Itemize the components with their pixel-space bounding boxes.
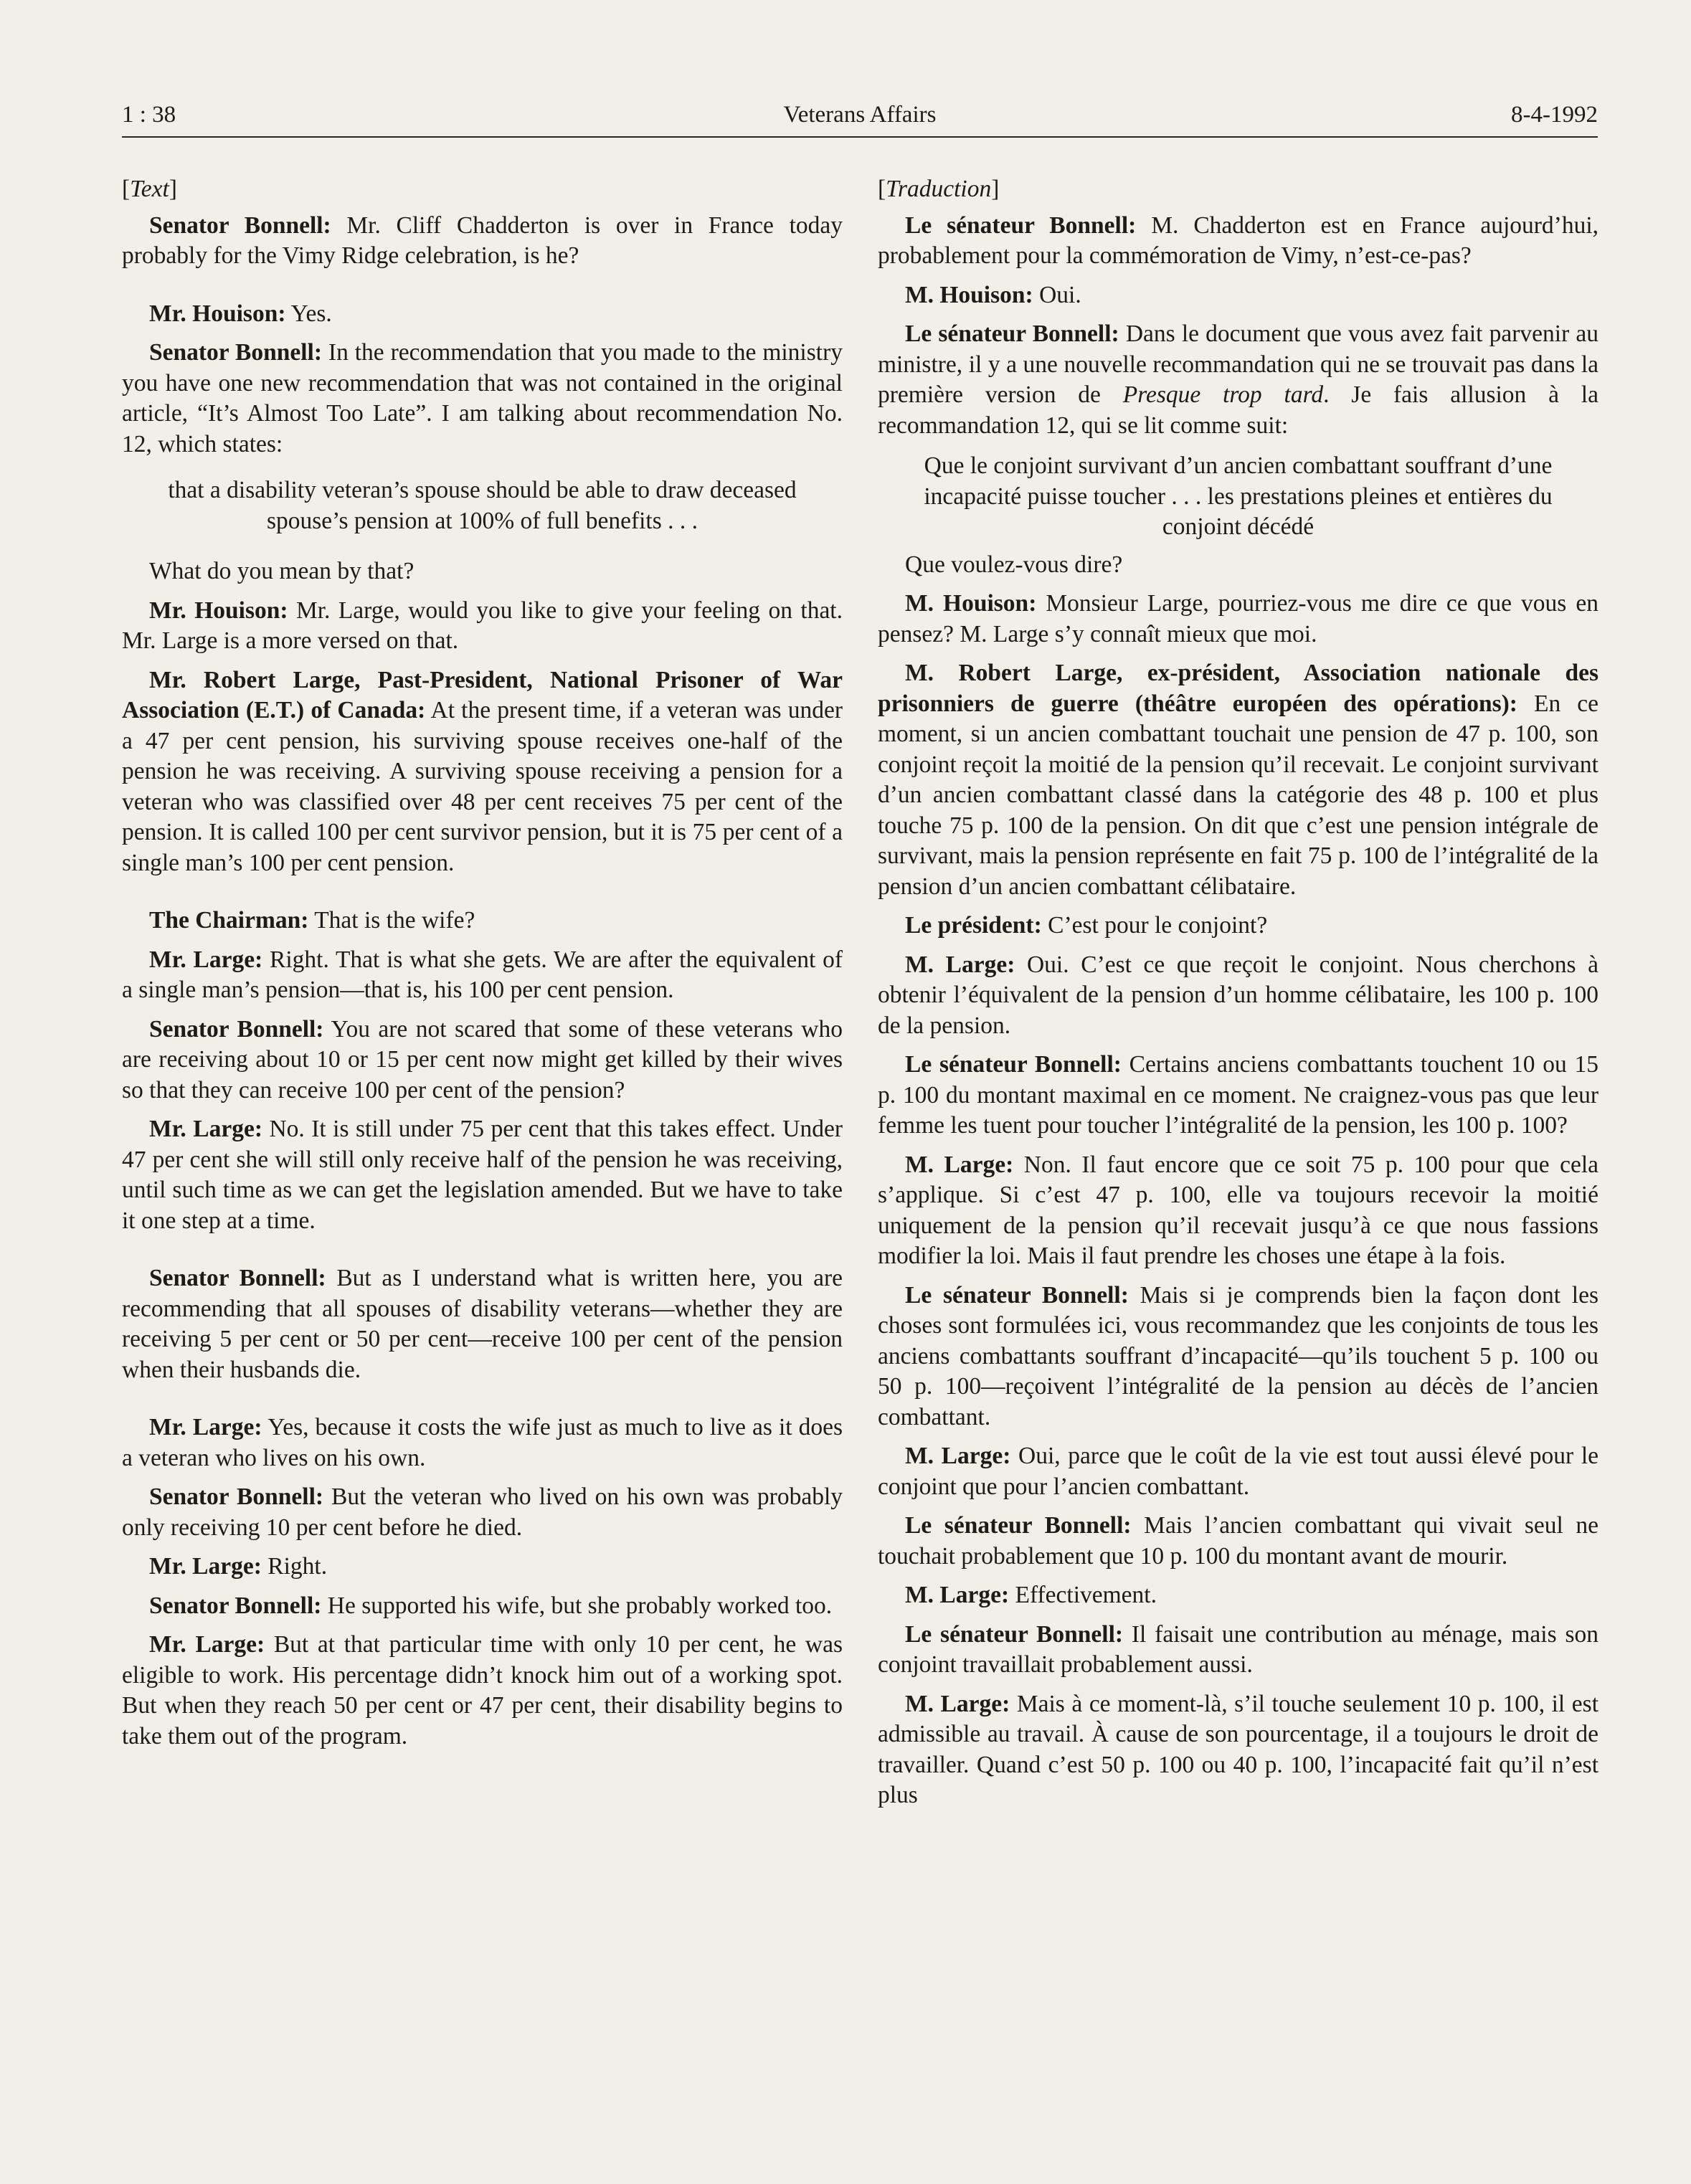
speaker-name: Le sénateur Bonnell: [905,1051,1122,1078]
speaker-name: Mr. Houison: [149,300,286,327]
transcript-paragraph: Senator Bonnell: Mr. Cliff Chadderton is over in France today probably for the Vimy Ridge celebration, is he? [122,212,843,269]
transcript-paragraph: M. Large: Mais à ce moment-là, s’il touche seulement 10 p. 100, il est admissible au travail. À cause de son pourcentage, il a toujours le droit de travailler. Quand c’est 50 p. 100 ou 40 p. 100, l’incapacité fait qu’il n’est plus [878,1690,1599,1808]
running-title: Veterans Affairs [783,102,937,128]
speaker-name: M. Large: [905,951,1015,978]
transcript-paragraph: Mr. Large: No. It is still under 75 per cent that this takes effect. Under 47 per cent she will still only receive half of the pension he was receiving, until such time as we can get the legislation amended. But we have to take it one step at a time. [122,1116,843,1234]
speaker-name: Le sénateur Bonnell: [905,212,1137,239]
transcript-paragraph: Mr. Robert Large, Past-President, National Prisoner of War Association (E.T.) of Canada: At the present time, if a veteran was under a 47 per cent pension, his surviving spouse receives one-half of the pension he was receiving. A surviving spouse receiving a pension for a veteran who was classified over 48 per cent receives 75 per cent of the pension. It is called 100 per cent survivor pension, but it is 75 per cent of a single man’s 100 per cent pension. [122,666,843,876]
speaker-name: Le sénateur Bonnell: [905,1620,1124,1648]
speaker-name: The Chairman: [149,907,309,934]
speaker-name: Senator Bonnell: [149,212,331,239]
transcript-paragraph: Le sénateur Bonnell: Certains anciens combattants touchent 10 ou 15 p. 100 du montant maximal en ce moment. Ne craignez-vous pas que leur femme les tuent pour toucher l’intégralité de la pension, les 100 p. 100? [878,1051,1598,1139]
speaker-name: M. Houison: [905,590,1037,617]
transcript-paragraph: M. Houison: Oui. [905,281,1081,308]
transcript-paragraph: Senator Bonnell: But as I understand what is written here, you are recommending that all spouses of disability veterans—whether they are receiving 5 per cent or 50 per cent—receive 100 per cent of the pension when their husbands die. [122,1265,843,1383]
speaker-name: M. Large: [905,1690,1010,1717]
transcript-paragraph: M. Large: Non. Il faut encore que ce soit 75 p. 100 pour que cela s’applique. Si c’est 47 p. 100, elle va toujours recevoir la moitié uniquement de la pension qu’il recevait jusqu’à ce que nous fassions modifier la loi. Mais il faut prendre les choses une étape à la fois. [878,1151,1599,1269]
transcript-paragraph: Le président: C’est pour le conjoint? [905,912,1268,939]
speaker-name: Mr. Large: [149,946,263,973]
transcript-paragraph: Senator Bonnell: In the recommendation that you made to the ministry you have one new recommendation that was not contained in the original article, “It’s Almost Too Late”. I am talking about recommendation No. 12, which states: [122,339,843,457]
speaker-name: Le sénateur Bonnell: [905,321,1119,347]
speaker-name: M. Large: [905,1443,1011,1469]
transcript-paragraph: Senator Bonnell: But the veteran who lived on his own was probably only receiving 10 per cent before he died. [122,1483,843,1541]
speaker-name: M. Large: [905,1582,1010,1608]
page-date: 8-4-1992 [1511,102,1598,128]
transcript-paragraph: Mr. Large: Yes, because it costs the wife just as much to live as it does a veteran who lives on his own. [122,1414,843,1471]
transcript-paragraph: Mr. Large: But at that particular time with only 10 per cent, he was eligible to work. His percentage didn’t knock him out of a working spot. But when they reach 50 per cent or 47 per cent, their disability begins to take them out of the program. [122,1631,843,1749]
transcript-paragraph: Le sénateur Bonnell: Mais l’ancien combattant qui vivait seul ne touchait probablement que 10 p. 100 du montant avant de mourir. [878,1512,1598,1570]
speaker-name: Senator Bonnell: [149,1483,324,1510]
speaker-name: M. Robert Large, ex-président, Association nationale des prisonniers de guerre (théâtre européen des opérations): [878,660,1598,717]
transcript-paragraph: Le sénateur Bonnell: Il faisait une contribution au ménage, mais son conjoint travaillait probablement aussi. [878,1620,1599,1678]
speaker-name: Mr. Large: [149,1116,262,1142]
document-title: Presque trop tard [1122,381,1324,408]
quoted-recommendation: that a disability veteran’s spouse should be able to draw deceased spouse’s pension at 100% of full benefits . . . [168,477,797,534]
speaker-name: Senator Bonnell: [149,1592,322,1619]
transcript-paragraph: M. Houison: Monsieur Large, pourriez-vous me dire ce que vous en pensez? M. Large s’y connaît mieux que moi. [878,590,1598,647]
transcript-paragraph: Senator Bonnell: He supported his wife, but she probably worked too. [149,1592,833,1619]
speaker-name: Mr. Large: [149,1631,265,1658]
transcript-paragraph: M. Large: Oui, parce que le coût de la vie est tout aussi élevé pour le conjoint que pour l’ancien combattant. [878,1443,1598,1500]
french-column [878,174,1598,1820]
translation-marker: [Traduction] [878,176,1000,202]
transcript-paragraph: Mr. Large: Right. That is what she gets. We are after the equivalent of a single man’s pension—that is, his 100 per cent pension. [122,946,843,1003]
transcript-paragraph: The Chairman: That is the wife? [149,907,475,934]
speaker-name: Mr. Houison: [149,597,288,624]
page-header [122,99,1598,138]
english-column [122,174,843,1760]
speaker-name: Mr. Robert Large, Past-President, National Prisoner of War Association (E.T.) of Canada: [122,666,843,723]
speaker-name: Senator Bonnell: [149,1015,324,1043]
page-number: 1 : 38 [122,102,176,128]
speaker-name: Le sénateur Bonnell: [905,1281,1129,1309]
transcript-paragraph: M. Large: Effectivement. [905,1582,1157,1608]
transcript-paragraph: M. Robert Large, ex-président, Association nationale des prisonniers de guerre (théâtre européen des opérations): En ce moment, si un ancien combattant touchait une pension de 47 p. 100, son conjoint reçoit la moitié de la pension qu’il recevait. Le conjoint survivant d’un ancien combattant classé dans la catégorie des 48 p. 100 et plus touche 75 p. 100 de la pension. On dit que c’est une pension intégrale de survivant, mais la pension représente en fait 75 p. 100 de l’intégralité de la pension d’un ancien combattant célibataire. [878,660,1599,900]
transcript-paragraph: Le sénateur Bonnell: M. Chadderton est en France aujourd’hui, probablement pour la commémoration de Vimy, n’est-ce-pas? [878,212,1599,269]
speaker-name: Mr. Large: [149,1553,262,1580]
speaker-name: Mr. Large: [149,1414,262,1440]
transcript-paragraph: Mr. Houison: Mr. Large, would you like to give your feeling on that. Mr. Large is a more versed on that. [122,597,843,654]
transcript-paragraph: Que voulez-vous dire? [905,551,1123,578]
speaker-name: Senator Bonnell: [149,1265,326,1291]
transcript-paragraph: Le sénateur Bonnell: Mais si je comprends bien la façon dont les choses sont formulées ici, vous recommandez que les conjoints de tous les anciens combattants souffrant d’incapacité—qu’ils touchent 5 p. 100 ou 50 p. 100—reçoivent l’intégralité de la pension au décès de l’ancien combattant. [878,1281,1598,1430]
text-marker: [Text] [122,176,177,202]
transcript-paragraph: Mr. Houison: Yes. [149,300,332,327]
transcript-paragraph: Le sénateur Bonnell: Dans le document que vous avez fait parvenir au ministre, il y a une nouvelle recommandation qui ne se trouvait pas dans la première version de Presque trop tard. Je fais allusion à la recommandation 12, qui se lit comme suit: [878,321,1598,439]
transcript-paragraph: Senator Bonnell: You are not scared that some of these veterans who are receiving about 10 or 15 per cent now might get killed by their wives so that they can receive 100 per cent of the pension? [122,1015,843,1103]
transcript-paragraph: M. Large: Oui. C’est ce que reçoit le conjoint. Nous cherchons à obtenir l’équivalent de la pension d’un homme célibataire, les 100 p. 100 de la pension. [878,951,1598,1039]
speaker-name: M. Houison: [905,281,1033,308]
transcript-paragraph: Mr. Large: Right. [149,1553,328,1580]
speaker-name: M. Large: [905,1151,1014,1178]
speaker-name: Le sénateur Bonnell: [905,1512,1132,1539]
transcript-paragraph: What do you mean by that? [149,558,415,584]
speaker-name: Le président: [905,912,1042,939]
speaker-name: Senator Bonnell: [149,339,322,366]
quoted-recommendation: Que le conjoint survivant d’un ancien combattant souffrant d’une incapacité puisse toucher . . . les prestations pleines et entières du conjoint décédé [924,452,1553,540]
